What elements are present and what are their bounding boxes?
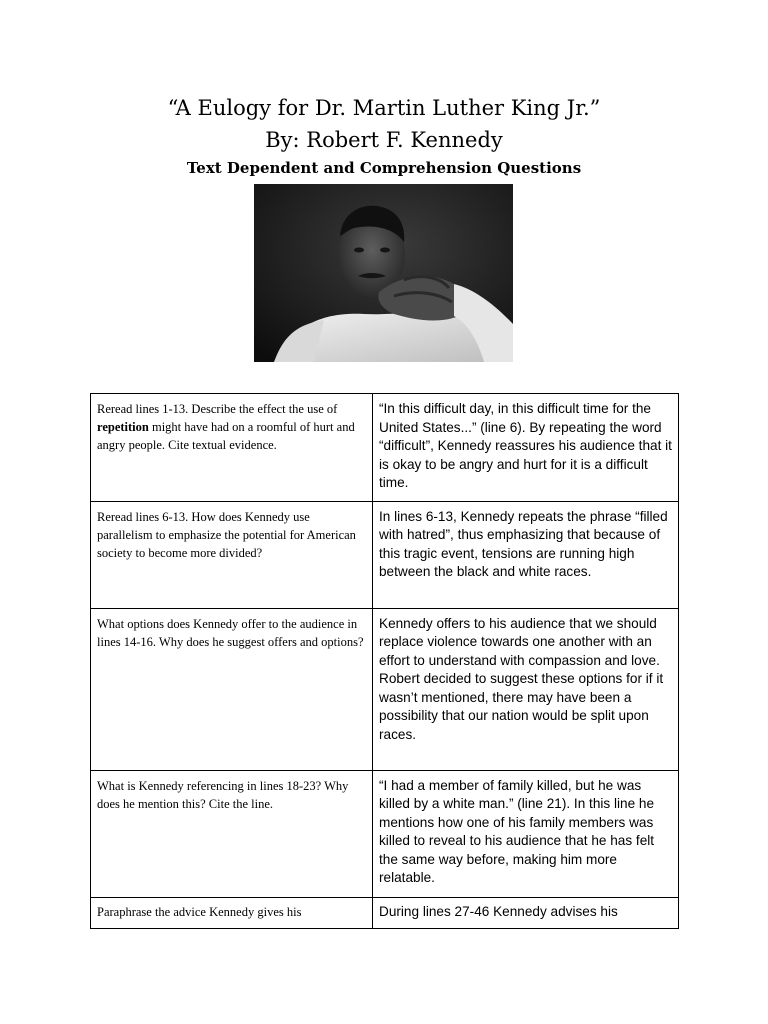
questions-table (90, 393, 679, 929)
table-row (91, 897, 679, 928)
document-title: “A Eulogy for Dr. Martin Luther King Jr.” (167, 96, 601, 120)
question-cell: Reread lines 6-13. How does Kennedy use parallelism to emphasize the potential for American society to become more divided? (91, 501, 373, 608)
answer-cell: Kennedy offers to his audience that we should replace violence towards one another with an effort to understand with compassion and love. Robert decided to suggest these options for if it wasn’t mentioned, there may have been a possibility that our nation would be split upon races. (373, 608, 679, 770)
table-row (91, 608, 679, 770)
answer-cell: “I had a member of family killed, but he was killed by a white man.” (line 21). In this line he mentions how one of his family members was killed to reveal to his audience that he has felt the same way before, making him more relatable. (373, 770, 679, 897)
question-text: might have had on a roomful of hurt and angry people. Cite textual evidence. (97, 420, 355, 452)
author-line: By: Robert F. Kennedy (265, 128, 503, 152)
answer-cell: “In this difficult day, in this difficult time for the United States...” (line 6). By repeating the word “difficult”, Kennedy reassures his audience that it is okay to be angry and hurt for it is a difficult time. (373, 394, 679, 502)
answer-cell: In lines 6-13, Kennedy repeats the phrase “filled with hatred”, thus emphasizing that because of this tragic event, tensions are running high between the black and white races. (373, 501, 679, 608)
table-row (91, 770, 679, 897)
answer-cell: During lines 27-46 Kennedy advises his (373, 897, 679, 928)
table-row (91, 394, 679, 502)
question-cell: What options does Kennedy offer to the audience in lines 14-16. Why does he suggest offers and options? (91, 608, 373, 770)
question-text: Reread lines 1-13. Describe the effect the use of (97, 402, 338, 416)
question-cell: Paraphrase the advice Kennedy gives his (91, 897, 373, 928)
question-cell (91, 394, 373, 502)
table-row (91, 501, 679, 608)
question-emphasis: repetition (97, 420, 149, 434)
portrait-photo (254, 184, 513, 362)
document-subtitle: Text Dependent and Comprehension Questions (186, 159, 582, 177)
question-cell: What is Kennedy referencing in lines 18-23? Why does he mention this? Cite the line. (91, 770, 373, 897)
